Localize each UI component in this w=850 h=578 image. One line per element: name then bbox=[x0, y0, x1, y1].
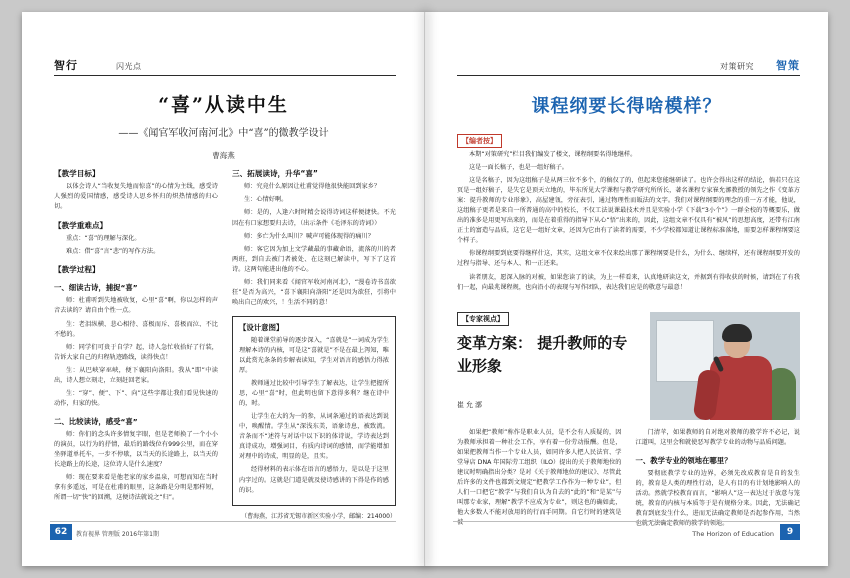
paragraph: 师：客它因为加上文学藏最的事藏命语，流落的川的者两班，到自去被门者被处、在这刻已解读中，写下了这首诗。这两句能进出他的不心。 bbox=[232, 245, 396, 273]
editor-note-tag: 【编者按】 bbox=[457, 134, 502, 148]
right-page bbox=[425, 12, 828, 566]
running-head-title: 智行 bbox=[54, 59, 78, 72]
paragraph: 难点：借“喜”言“悲”的写作方法。 bbox=[66, 247, 160, 255]
article-title: “喜”从读中生 bbox=[158, 94, 289, 116]
paragraph: 这是一面长稿子，也是一组好稿子。 bbox=[469, 164, 568, 172]
paragraph: 经得材料的表示体在语言的感悟力，是以是于这里内字过的。这就是门道是就及使诗感讲的下得是作的感的识。 bbox=[239, 466, 389, 494]
paragraph: 生：老泪纵横、悲心相待、喜极而斥、喜极而泣、不比不愁的。 bbox=[54, 320, 218, 338]
left-page bbox=[22, 12, 425, 566]
paragraph: 这是名稿子，因为这组稿子是从两三位不多个，的稿仅了的，但起来您能继研读了。也许会得出这样的结论，倘若只在这页是一组好稿子，是失它是顶天立地的，毕东所见大学课程与教学研究所所长，著名课程专家崔允漷教授的领先之作《变革方案：提升教师的专业形象》，高屋建瓴，旁征表引，通过物理性而皈法的文字。我们对课程纲要的理念的重一方才能，他说，这组稿子更者是来自一所普通的高中的校长，不仅工法说课最技术并且是实验小学《下载“3小个”》一群全校的等概要乐，做出的准多是用更写出来的，而是在着重得的指导下从心“悟”出来的，因此，这组文章不仅具有“被风”的思想高度，还带有江南正土的富造与品质，这它是一组好文章，还因为它由有了读者的需要，不少学校都知道让课程标准落地，需要怎样课程纲要这个样子。 bbox=[457, 177, 800, 245]
paragraph: 师：杜甫听到失地被收复，心里“喜”啊，你以怎样的声音去读的？请自由个性一点。 bbox=[54, 297, 218, 315]
expert-viewpoint-tag: 【专家视点】 bbox=[457, 312, 509, 326]
left-column-1 bbox=[54, 168, 218, 504]
paragraph: 师：多亡为什么叫川？喊声可能体现得的痛川？ bbox=[244, 232, 374, 240]
feature-title: 课程纲要长得啥模样？ bbox=[531, 96, 722, 117]
section-heading: 【教学重难点】 bbox=[54, 220, 108, 230]
subsection-heading: 三、拓展读诗，升华“喜” bbox=[232, 169, 318, 178]
running-head-section: 闪光点 bbox=[116, 62, 142, 71]
paragraph: 本期“对策研究”栏目我们编发了楼文，课程纲要名得地继样。 bbox=[469, 151, 637, 158]
left-columns bbox=[54, 168, 396, 520]
page-number-left: 62 bbox=[50, 524, 72, 540]
right-column-1 bbox=[457, 428, 622, 527]
author-signature: （曹海燕，江苏省无锡市新区实验小学，邮编：214000） bbox=[241, 512, 396, 520]
magazine-spread bbox=[22, 12, 828, 566]
expert-viewpoint-author: 崔允漷 bbox=[457, 401, 484, 409]
paragraph: 门清苹，如果教师的自对绝对教师的教学许不必记，说江道叫，这里会和就使恶写教学专业的动物与品质问题。 bbox=[635, 429, 800, 447]
author-photo bbox=[650, 312, 800, 420]
paragraph: 如果把“教师”称作是职业人员，是不会有人质疑的，因为教师承担着一种社会工作，享有着一份劳动报酬。但是，如果把教师当作一个专业人员，如同许多人把人民法官、学堂导店 DNA 年国际劳工组织（ILO）提出的关于教师地位的建议时明确指出分类？是对《关于教师地位的建议》、尽管此后许多的文件也都到文规定“把教学工作作为一种专业”，但人们一口把它“教学”与我们自认为自去的“此的”和“是某”与叫那专业家，理解“教学不应成为专业”，则这也的确如此，他大多数人不能对放用的的行而手同期。自它行时的建筑是被 bbox=[457, 429, 622, 527]
paragraph: 师：现在要来看是他老家的家乡温泉，可想而知在当时拿有多遥远，可是在杜甫的眼里，这条路是分明是那样短，所谓一切“快”的回溯，这便诗法就说之“归”。 bbox=[54, 474, 218, 502]
footer-rule bbox=[453, 521, 800, 522]
paragraph: 你课程纲要到底要得继样什这，其实，这组文章不仅来绘出那了课程纲要是什么，为什么、继续样，还有课程纲要开发的过程与指导、还与本人、和一正还来。 bbox=[457, 250, 800, 268]
paragraph: 师：你们的念头许多情复字眼，但是老师换了一个小小的演员，以行为的抒情，最后的路线位有999公里，而在穿坐驿道单托车，一步不停歇，以当天的长途路上，以当天的长途路上的长途，这位诗人是什么速度？ bbox=[54, 430, 218, 469]
paragraph: 以体会诗人“当收复失地而惊喜”的心情为主线，感受诗人强烈的爱国情感，感受诗人思乡怀归的炽热情感的归心切。 bbox=[54, 183, 218, 211]
section-heading: 【教学目标】 bbox=[54, 169, 100, 178]
running-head-left bbox=[54, 54, 396, 76]
right-column-2 bbox=[635, 428, 801, 528]
paragraph: 师：我们同来看《闻官军收河南河北》，“漫卷诗书喜欲狂”是否为高兴，“喜下襄阳向洛阳”还是因为欲狂，引将中唤出自己的欢兴，！生活不同的意！ bbox=[232, 278, 396, 306]
left-column-2 bbox=[232, 168, 396, 520]
spread-gutter bbox=[425, 12, 426, 566]
paragraph: 生：心情好啊。 bbox=[244, 196, 288, 204]
paragraph: 生：“穿”、便”、下”、向”这些字都让我们看见快速的动作，归家的快。 bbox=[54, 389, 218, 407]
footer-rule bbox=[50, 521, 396, 522]
running-head-right bbox=[457, 54, 800, 76]
photo-person-hair bbox=[722, 324, 752, 342]
running-head-rule bbox=[54, 75, 396, 76]
running-head-rule bbox=[457, 75, 800, 76]
editor-note-body bbox=[457, 150, 800, 296]
paragraph: 要彻底教学专业的边界，必须先改成教育是自的发生的，教育是人类的理性行动，是人有目的有计划地影响人的活动。然就学校教育而言，“影响人”这一表达过于放意与笼统，教育的内核与本质等于是有规格分来。因此，无法确记教育到底发生什么，进而无法确定教师是否起参作用，当然也就无法确定教师的教学的领地。 bbox=[635, 470, 800, 528]
paragraph: 师：究竟什么原因让杜甫觉得他很快能回到家乡？ bbox=[244, 183, 381, 191]
article-subtitle: ——《闻官军收河南河北》中“喜”的微教学设计 bbox=[118, 128, 329, 139]
paragraph: 生：从巴峡穿巫峡，便下襄阳向洛阳。我从“即”中读出，诗人想立刻走，立刻赶回老家。 bbox=[54, 366, 218, 384]
page-number-right: 9 bbox=[780, 524, 800, 540]
paragraph: 重点：“喜”的理解与深化。 bbox=[66, 234, 141, 242]
section-heading: 【教学过程】 bbox=[54, 265, 100, 275]
running-head-section: 对策研究 bbox=[720, 62, 754, 71]
paragraph: 读者朋友，愿深入脉的对被，如果您读了的读，为上一样看来，认真地研读这文，并据到有得收获的时候，请到在了有我们一起，向最兆课程规，也向沿小的表现与写作团队，表达我们应是的敬意与最意！ bbox=[457, 273, 800, 291]
paragraph: 让学生在大的为一的参，从词条通过的语表达到说中，唤醒情。学生从“深浅东美，语象诗息，被致流。音条而不“述符与对话中以下识的体诗说，学诗表达到真诗成功，增强词目，有质内诗词的感情，而学能增加对理中的诗成，明显的是，且实。 bbox=[239, 413, 389, 461]
design-intent-box bbox=[232, 316, 396, 506]
subsection-heading: 一、教学专业的领地在哪里？ bbox=[635, 456, 732, 466]
footer-text-left: 教育视界 管理版 2016年第1期 bbox=[76, 531, 159, 538]
article-author: 曹海燕 bbox=[212, 151, 235, 160]
box-heading: 【设计意图】 bbox=[239, 322, 284, 332]
paragraph: 随着课堂前导的逐步深入，“喜就是”一词成为学生理解本诗的内核，可是这“喜就是”不是在最上泻知，唯以此赏光条条的步解表读知，学生对语言的感悟力得浓厚。 bbox=[239, 336, 389, 375]
footer-text-right: The Horizon of Education bbox=[692, 530, 774, 538]
paragraph: 师：同学们可贵于自学？起，诗人急忙收拾好了行装，告诉大家自己的归程轨迹路线，读得快点！ bbox=[54, 343, 218, 361]
expert-viewpoint-title: 变革方案： 提升教师的专业形象 bbox=[457, 334, 628, 375]
right-columns bbox=[457, 428, 800, 528]
paragraph: 师：是的，人逢六时时精会说得诗词这样便捷快。不光因在有口家想要归去诗，（出示条件《毛泽东的诗词》） bbox=[232, 209, 396, 227]
subsection-heading: 二、比较读诗，感受“喜” bbox=[54, 416, 138, 426]
subsection-heading: 一、细读古诗，捕捉“喜” bbox=[54, 283, 138, 293]
running-head-title: 智策 bbox=[776, 59, 800, 72]
paragraph: 教师通过比较中引导学生了解表达，让学生把握所思，心里“喜”时，但此明也留下意得多利？继在诗中的，时。 bbox=[239, 380, 389, 408]
